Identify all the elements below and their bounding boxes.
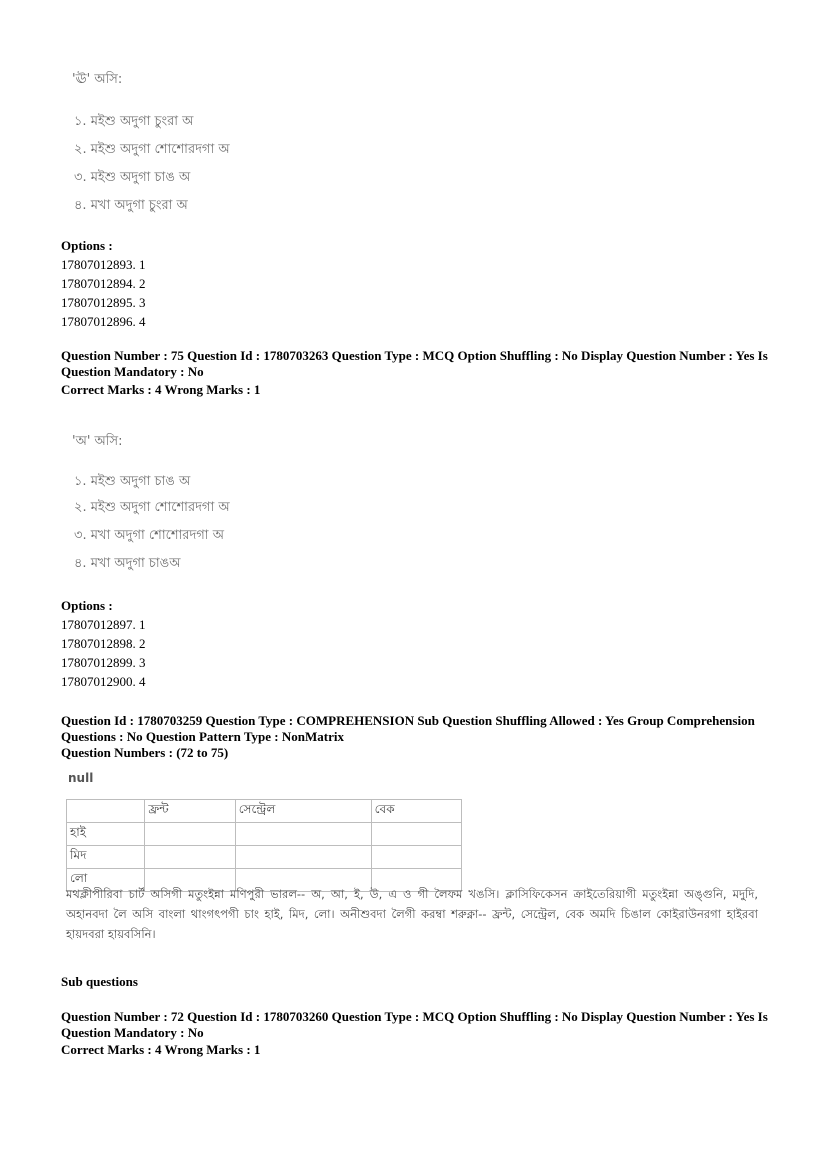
- q74-prompt: 'ঊ' অসি:: [72, 72, 123, 87]
- q72-meta-line2: Question Mandatory : No: [61, 1025, 204, 1040]
- q74-option-1: 17807012893. 1: [61, 257, 146, 272]
- table-cell: [145, 823, 235, 846]
- q74-choice-2: ২. মইশু অদুগা শোশোরদগা অ: [74, 142, 230, 157]
- comprehension-paragraph: মথক্লীপীরিবা চার্ট অসিগী মতুংইন্না মণিপুরী ভারল-- অ, আ, ই, উ, এ ও গী লৈফম খঙসি। ক্লাসিফিকেসন ক্রাইতেরিয়াগী মতুংইন্না অঙ্গুনি, মদুদি, অহানবদা লৈ অসি বাংলা থাংগৎপগী চাং হাই, মিদ, লো। অনীশুবদা লৈগী করম্বা শরুক্না-- ফ্রন্ট, সেন্ট্রেল, বেক অমদি চিঙাল কোইরাউনরগা হাইরবা হায়দবরা হায়বসিনি।: [66, 887, 758, 941]
- q74-choice-1: ১. মইশু অদুগা চুংরা অ: [74, 114, 194, 129]
- q75-options-label: Options :: [61, 598, 113, 613]
- table-header-front: ফ্রন্ট: [145, 800, 235, 823]
- q75-marks: Correct Marks : 4 Wrong Marks : 1: [61, 382, 261, 397]
- comprehension-question-numbers: Question Numbers : (72 to 75): [61, 745, 229, 760]
- null-text: null: [68, 771, 94, 785]
- q72-marks: Correct Marks : 4 Wrong Marks : 1: [61, 1042, 261, 1057]
- q75-option-1: 17807012897. 1: [61, 617, 146, 632]
- table-cell: [145, 846, 235, 869]
- q75-option-3: 17807012899. 3: [61, 655, 146, 670]
- comprehension-meta-line2: Questions : No Question Pattern Type : NonMatrix: [61, 729, 344, 744]
- q72-meta-line1: Question Number : 72 Question Id : 1780703260 Question Type : MCQ Option Shuffling : No Display Question Number : Yes Is: [61, 1009, 768, 1024]
- q75-choice-1: ১. মইশু অদুগা চাঙ অ: [74, 474, 191, 489]
- table-cell: [235, 823, 371, 846]
- table-row: [67, 800, 462, 823]
- table-cell: [371, 823, 461, 846]
- q74-option-2: 17807012894. 2: [61, 276, 146, 291]
- q75-prompt: 'অ' অসি:: [72, 434, 123, 449]
- table-cell: [371, 846, 461, 869]
- q75-meta-line2: Question Mandatory : No: [61, 364, 204, 379]
- q74-option-4: 17807012896. 4: [61, 314, 146, 329]
- q75-choice-2: ২. মইশু অদুগা শোশোরদগা অ: [74, 500, 230, 515]
- q74-options-label: Options :: [61, 238, 113, 253]
- table-row-low: লো: [67, 869, 145, 892]
- vowel-table: [66, 799, 462, 892]
- q74-choice-4: ৪. মখা অদুগা চুংরা অ: [74, 198, 188, 213]
- table-cell: [67, 800, 145, 823]
- q75-meta-line1: Question Number : 75 Question Id : 1780703263 Question Type : MCQ Option Shuffling : No Display Question Number : Yes Is: [61, 348, 768, 363]
- q75-choice-4: ৪. মখা অদুগা চাঙঅ: [74, 556, 181, 571]
- q75-choice-3: ৩. মখা অদুগা শোশোরদগা অ: [74, 528, 224, 543]
- comprehension-meta-line1: Question Id : 1780703259 Question Type : COMPREHENSION Sub Question Shuffling Allowed : Yes Group Comprehension: [61, 713, 755, 728]
- table-row: [67, 823, 462, 846]
- sub-questions-label: Sub questions: [61, 974, 138, 989]
- table-header-back: বেক: [371, 800, 461, 823]
- q75-option-2: 17807012898. 2: [61, 636, 146, 651]
- q74-option-3: 17807012895. 3: [61, 295, 146, 310]
- q74-choice-3: ৩. মইশু অদুগা চাঙ অ: [74, 170, 191, 185]
- table-row-high: হাই: [67, 823, 145, 846]
- table-row: [67, 846, 462, 869]
- table-cell: [235, 846, 371, 869]
- q75-option-4: 17807012900. 4: [61, 674, 146, 689]
- table-header-central: সেন্ট্রেল: [235, 800, 371, 823]
- table-row-mid: মিদ: [67, 846, 145, 869]
